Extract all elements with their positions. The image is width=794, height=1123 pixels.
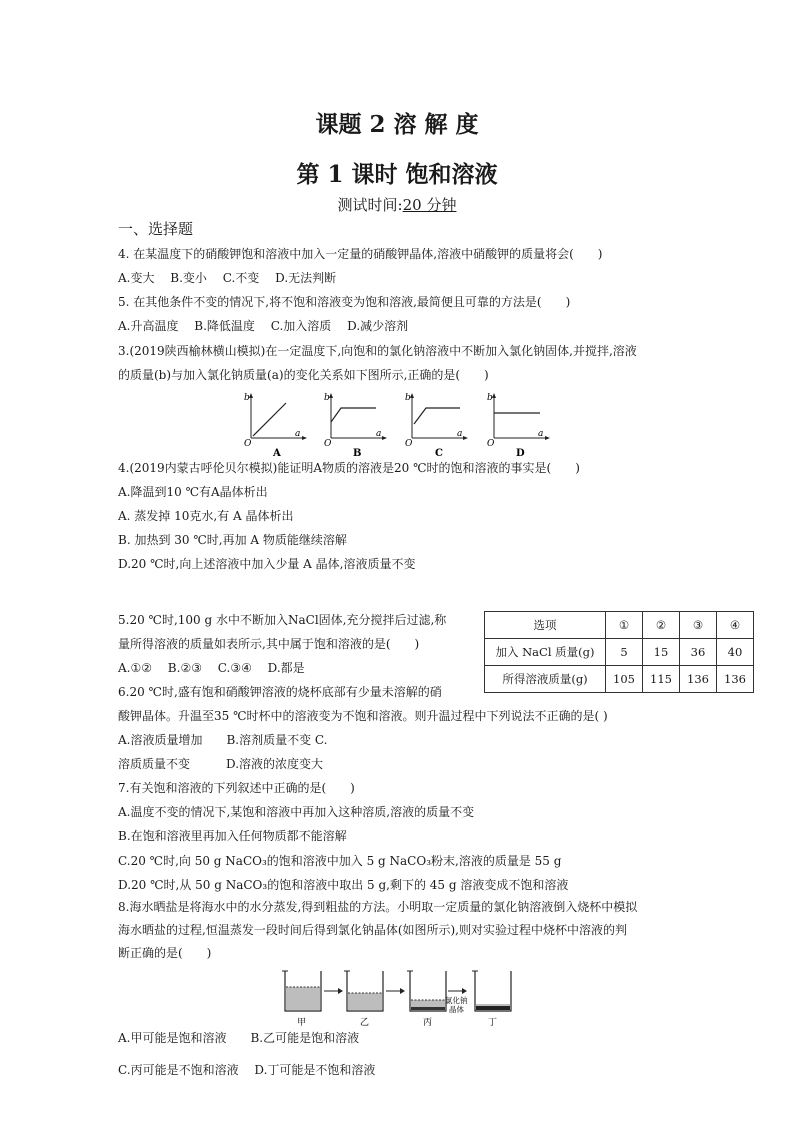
question-stem: 断正确的是( ) — [118, 946, 212, 960]
crystal-label: 晶体 — [449, 1005, 464, 1014]
table-cell: 105 — [606, 666, 643, 693]
table-cell: 选项 — [485, 612, 606, 639]
question-stem: 7.有关饱和溶液的下列叙述中正确的是( ) — [118, 781, 355, 795]
x-axis-label: a — [457, 429, 463, 439]
graph-d — [487, 393, 550, 459]
graph-a — [244, 393, 307, 459]
arrow-icon — [386, 988, 405, 994]
graph-c — [405, 393, 468, 459]
beaker-bing — [407, 971, 446, 1028]
arrow-icon — [324, 988, 343, 994]
question-stem: 5.20 ℃时,100 g 水中不断加入NaCl固体,充分搅拌后过滤,称 — [118, 613, 447, 627]
topic-title: 课题 2 溶 解 度 — [315, 111, 479, 138]
question-stem: 3.(2019陕西榆林横山模拟)在一定温度下,向饱和的氯化钠溶液中不断加入氯化钠固体,并搅拌,溶液 — [118, 344, 637, 358]
table-cell: 40 — [717, 639, 754, 666]
question-stem: 4.(2019内蒙古呼伦贝尔模拟)能证明A物质的溶液是20 ℃时的饱和溶液的事实是( ) — [118, 461, 580, 475]
crystal-label: 氯化钠 — [445, 996, 468, 1005]
question-stem: 6.20 ℃时,盛有饱和硝酸钾溶液的烧杯底部有少量未溶解的硝 — [118, 685, 442, 699]
table-cell: ④ — [717, 612, 754, 639]
test-time-label: 测试时间: — [337, 196, 403, 214]
table-cell: 115 — [643, 666, 680, 693]
table-cell: 136 — [717, 666, 754, 693]
graph-letter: B — [353, 448, 362, 459]
question-stem: 8.海水晒盐是将海水中的水分蒸发,得到粗盐的方法。小明取一定质量的氯化钠溶液倒入烧杯中模拟 — [118, 900, 638, 914]
question-options: A.溶液质量增加 B.溶剂质量不变 C. — [118, 733, 328, 747]
x-axis-label: a — [376, 429, 382, 439]
question-options: A.变大 B.变小 C.不变 D.无法判断 — [118, 271, 337, 285]
table-cell: ② — [643, 612, 680, 639]
y-axis-label: b — [244, 393, 250, 403]
x-axis-label: a — [295, 429, 301, 439]
y-axis-label: b — [405, 393, 411, 403]
table-row — [485, 666, 754, 693]
option-c: C.20 ℃时,向 50 g NaCO₃的饱和溶液中加入 5 g NaCO₃粉末,溶液的质量是 55 g — [118, 854, 562, 868]
graph-letter: D — [516, 448, 525, 459]
beaker-label: 丁 — [488, 1018, 498, 1028]
table-cell: 所得溶液质量(g) — [485, 666, 606, 693]
question-options: A.①② B.②③ C.③④ D.都是 — [118, 661, 305, 675]
section-heading: 一、选择题 — [118, 220, 194, 238]
option-d: D.20 ℃时,向上述溶液中加入少量 A 晶体,溶液质量不变 — [118, 557, 416, 571]
arrow-icon — [448, 988, 467, 994]
table-cell: 136 — [680, 666, 717, 693]
option-a: A.温度不变的情况下,某饱和溶液中再加入这种溶质,溶液的质量不变 — [118, 805, 475, 819]
graph-b — [324, 393, 387, 459]
table-row — [485, 639, 754, 666]
table-header-row — [485, 612, 754, 639]
beaker-yi — [344, 971, 383, 1028]
y-axis-label: b — [487, 393, 493, 403]
beaker-label: 甲 — [297, 1018, 307, 1028]
origin-label: O — [405, 439, 413, 449]
origin-label: O — [244, 439, 252, 449]
question-stem: 的质量(b)与加入氯化钠质量(a)的变化关系如下图所示,正确的是( ) — [118, 368, 489, 382]
evaporation-beakers — [277, 967, 527, 1029]
table-cell: 15 — [643, 639, 680, 666]
table-cell: 5 — [606, 639, 643, 666]
y-axis-label: b — [324, 393, 330, 403]
graph-letter: C — [435, 448, 443, 459]
question-stem: 5. 在其他条件不变的情况下,将不饱和溶液变为饱和溶液,最简便且可靠的方法是( ) — [118, 295, 571, 309]
question-stem: 海水晒盐的过程,恒温蒸发一段时间后得到氯化钠晶体(如图所示),则对实验过程中烧杯中溶液的判 — [118, 923, 627, 937]
graph-letter: A — [273, 448, 281, 459]
table-cell: ③ — [680, 612, 717, 639]
solution-mass-graphs — [236, 390, 556, 460]
x-axis-label: a — [538, 429, 544, 439]
beaker-jia — [282, 971, 321, 1028]
option-d: D.20 ℃时,从 50 g NaCO₃的饱和溶液中取出 5 g,剩下的 45 g 溶液变成不饱和溶液 — [118, 878, 569, 892]
lesson-title: 第 1 课时 饱和溶液 — [296, 161, 498, 188]
table-cell: 36 — [680, 639, 717, 666]
question-stem: 量所得溶液的质量如表所示,其中属于饱和溶液的是( ) — [118, 637, 420, 651]
option-b: A. 蒸发掉 10克水,有 A 晶体析出 — [118, 509, 294, 523]
test-time — [0, 194, 794, 215]
question-options: 溶质质量不变 D.溶液的浓度变大 — [118, 757, 324, 771]
question-stem: 4. 在某温度下的硝酸钾饱和溶液中加入一定量的硝酸钾晶体,溶液中硝酸钾的质量将会( ) — [118, 247, 603, 261]
nacl-table — [484, 611, 754, 693]
beaker-label: 丙 — [423, 1018, 433, 1028]
option-a: A.降温到10 ℃有A晶体析出 — [118, 485, 268, 499]
test-time-value: 20 分钟 — [402, 196, 457, 214]
option-c: B. 加热到 30 ℃时,再加 A 物质能继续溶解 — [118, 533, 347, 547]
question-stem: 酸钾晶体。升温至35 ℃时杯中的溶液变为不饱和溶液。则升温过程中下列说法不正确的是( ) — [118, 709, 608, 723]
question-options: A.甲可能是饱和溶液 B.乙可能是饱和溶液 — [118, 1031, 360, 1045]
beaker-label: 乙 — [360, 1018, 370, 1028]
option-b: B.在饱和溶液里再加入任何物质都不能溶解 — [118, 829, 347, 843]
question-options: A.升高温度 B.降低温度 C.加入溶质 D.减少溶剂 — [118, 319, 409, 333]
table-cell: 加入 NaCl 质量(g) — [485, 639, 606, 666]
table-cell: ① — [606, 612, 643, 639]
question-options: C.丙可能是不饱和溶液 D.丁可能是不饱和溶液 — [118, 1063, 376, 1077]
beaker-ding — [472, 971, 511, 1028]
origin-label: O — [487, 439, 495, 449]
origin-label: O — [324, 439, 332, 449]
